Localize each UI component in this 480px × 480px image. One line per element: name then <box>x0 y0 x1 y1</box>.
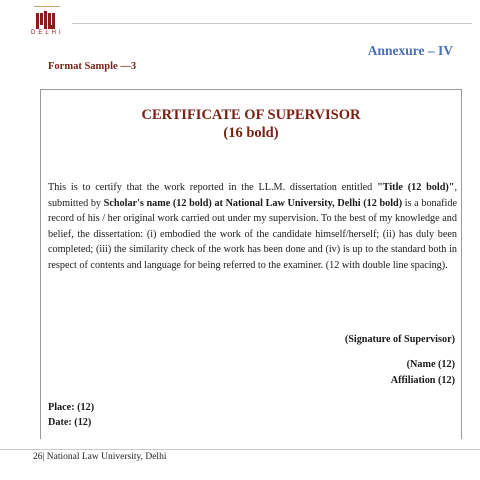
body-scholar: Scholar's name (12 bold) at National Law University, Delhi (12 bold) <box>103 197 403 209</box>
place-field: Place: (12) <box>48 402 95 413</box>
supervisor-name: (Name (12) <box>406 359 455 370</box>
page-footer: 26| National Law University, Delhi <box>33 452 167 462</box>
body-title: "Title (12 bold)" <box>377 182 455 193</box>
date-field: Date: (12) <box>48 417 92 428</box>
certificate-title: CERTIFICATE OF SUPERVISOR <box>141 107 361 123</box>
body-intro: This is to certify that the work reported in the LL.M. dissertation entitled <box>48 182 378 193</box>
header-divider <box>72 23 472 24</box>
annexure-label: Annexure – IV <box>367 43 453 58</box>
signature-line: (Signature of Supervisor) <box>344 334 455 345</box>
nlu-logo-icon <box>36 11 58 29</box>
logo-tagline-bar <box>34 6 60 7</box>
body-rest: is a bonafide record of his / her original work carried out under my supervision. To the best of my knowledge and belief, the dissertation: (i) embodied the work of the candidate himself/herself; (ii) has duly been completed; (iii) the similarity check of the work has been done and (iv) is up to the standard both in respect of contents and language for being referred to the examiner. (12 with double line spacing). <box>48 197 457 271</box>
certificate-body <box>48 180 457 274</box>
logo-wordmark: DELHI <box>31 30 64 36</box>
supervisor-affiliation: Affiliation (12) <box>390 375 455 386</box>
format-sample-label: Format Sample —3 <box>48 61 137 72</box>
footer-divider <box>0 449 480 450</box>
body-sep: , submitted by <box>48 182 457 209</box>
certificate-subtitle: (16 bold) <box>223 125 279 141</box>
